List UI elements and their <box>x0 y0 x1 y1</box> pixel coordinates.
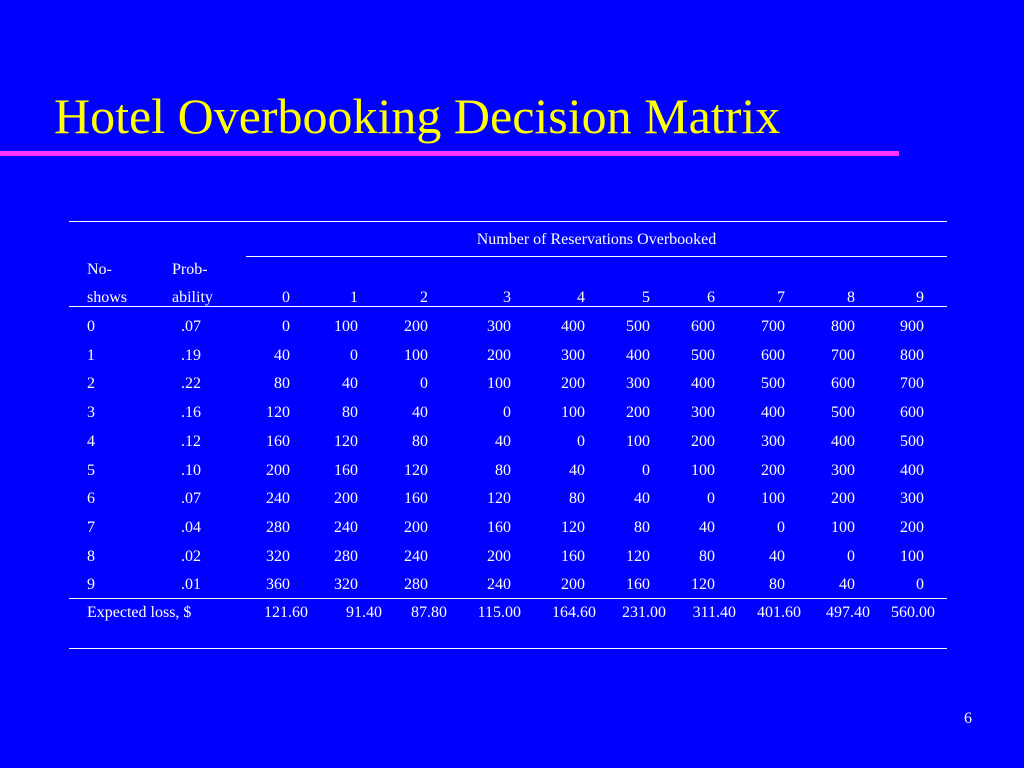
matrix-cell: 100 <box>334 318 358 335</box>
column-header: 4 <box>577 289 585 306</box>
matrix-cell: 0 <box>350 347 358 364</box>
matrix-cell: 160 <box>334 462 358 479</box>
matrix-cell: 80 <box>634 519 650 536</box>
matrix-cell: 200 <box>561 576 585 593</box>
matrix-cell: 800 <box>831 318 855 335</box>
matrix-cell: 800 <box>900 347 924 364</box>
matrix-cell: 0 <box>847 548 855 565</box>
matrix-cell: 0 <box>503 404 511 421</box>
matrix-cell: 80 <box>569 490 585 507</box>
row-noshows: 0 <box>87 318 95 335</box>
row-noshows: 2 <box>87 375 95 392</box>
table-bottom-rule <box>69 648 947 649</box>
header-bottom-rule <box>69 306 947 307</box>
column-header: 3 <box>503 289 511 306</box>
matrix-cell: 120 <box>561 519 585 536</box>
matrix-cell: 300 <box>487 318 511 335</box>
matrix-cell: 400 <box>691 375 715 392</box>
row-noshows: 5 <box>87 462 95 479</box>
noshows-header-line2: shows <box>87 289 128 306</box>
column-header: 6 <box>707 289 715 306</box>
expected-loss-value: 497.40 <box>826 604 870 621</box>
matrix-cell: 100 <box>487 375 511 392</box>
group-header-rule <box>246 256 947 257</box>
matrix-cell: 100 <box>831 519 855 536</box>
matrix-cell: 160 <box>404 490 428 507</box>
matrix-cell: 40 <box>569 462 585 479</box>
expected-loss-value: 401.60 <box>757 604 801 621</box>
matrix-cell: 120 <box>626 548 650 565</box>
column-header: 9 <box>916 289 924 306</box>
matrix-cell: 80 <box>699 548 715 565</box>
matrix-cell: 500 <box>691 347 715 364</box>
matrix-cell: 120 <box>334 433 358 450</box>
matrix-cell: 40 <box>839 576 855 593</box>
matrix-cell: 200 <box>266 462 290 479</box>
matrix-cell: 500 <box>900 433 924 450</box>
matrix-cell: 80 <box>274 375 290 392</box>
matrix-cell: 80 <box>769 576 785 593</box>
matrix-cell: 160 <box>266 433 290 450</box>
matrix-cell: 0 <box>420 375 428 392</box>
matrix-cell: 280 <box>404 576 428 593</box>
matrix-cell: 40 <box>412 404 428 421</box>
matrix-cell: 500 <box>761 375 785 392</box>
matrix-cell: 700 <box>900 375 924 392</box>
row-probability: .01 <box>181 576 201 593</box>
row-probability: .10 <box>181 462 201 479</box>
slide-title: Hotel Overbooking Decision Matrix <box>54 88 781 144</box>
matrix-cell: 120 <box>404 462 428 479</box>
matrix-cell: 0 <box>577 433 585 450</box>
expected-loss-value: 115.00 <box>477 604 521 621</box>
matrix-cell: 240 <box>266 490 290 507</box>
matrix-cell: 0 <box>707 490 715 507</box>
matrix-cell: 0 <box>642 462 650 479</box>
matrix-cell: 240 <box>334 519 358 536</box>
expected-loss-value: 87.80 <box>411 604 447 621</box>
matrix-cell: 200 <box>900 519 924 536</box>
matrix-cell: 280 <box>334 548 358 565</box>
row-noshows: 1 <box>87 347 95 364</box>
column-header: 2 <box>420 289 428 306</box>
matrix-cell: 200 <box>334 490 358 507</box>
column-header: 0 <box>282 289 290 306</box>
matrix-cell: 100 <box>900 548 924 565</box>
matrix-cell: 200 <box>561 375 585 392</box>
matrix-cell: 900 <box>900 318 924 335</box>
matrix-cell: 160 <box>561 548 585 565</box>
expected-loss-value: 91.40 <box>346 604 382 621</box>
body-bottom-rule <box>69 598 947 599</box>
matrix-cell: 200 <box>404 519 428 536</box>
row-probability: .19 <box>181 347 201 364</box>
row-probability: .22 <box>181 375 201 392</box>
row-noshows: 8 <box>87 548 95 565</box>
row-probability: .07 <box>181 490 201 507</box>
matrix-cell: 700 <box>831 347 855 364</box>
matrix-cell: 600 <box>900 404 924 421</box>
expected-loss-value: 231.00 <box>622 604 666 621</box>
expected-loss-value: 164.60 <box>552 604 596 621</box>
matrix-cell: 40 <box>769 548 785 565</box>
expected-loss-value: 121.60 <box>264 604 308 621</box>
matrix-cell: 200 <box>487 347 511 364</box>
matrix-cell: 320 <box>266 548 290 565</box>
matrix-cell: 160 <box>487 519 511 536</box>
matrix-cell: 0 <box>777 519 785 536</box>
matrix-cell: 0 <box>916 576 924 593</box>
row-probability: .02 <box>181 548 201 565</box>
matrix-cell: 500 <box>831 404 855 421</box>
matrix-cell: 0 <box>282 318 290 335</box>
matrix-cell: 400 <box>626 347 650 364</box>
expected-loss-label: Expected loss, $ <box>87 604 192 621</box>
matrix-cell: 360 <box>266 576 290 593</box>
matrix-cell: 300 <box>626 375 650 392</box>
matrix-cell: 40 <box>634 490 650 507</box>
row-noshows: 6 <box>87 490 95 507</box>
matrix-cell: 200 <box>487 548 511 565</box>
column-header: 1 <box>350 289 358 306</box>
matrix-cell: 700 <box>761 318 785 335</box>
row-probability: .16 <box>181 404 201 421</box>
matrix-cell: 100 <box>626 433 650 450</box>
noshows-header-line1: No- <box>87 261 112 278</box>
matrix-cell: 600 <box>691 318 715 335</box>
expected-loss-value: 560.00 <box>891 604 935 621</box>
matrix-cell: 240 <box>487 576 511 593</box>
matrix-cell: 300 <box>900 490 924 507</box>
column-header: 7 <box>777 289 785 306</box>
matrix-cell: 200 <box>404 318 428 335</box>
matrix-cell: 100 <box>561 404 585 421</box>
matrix-cell: 40 <box>495 433 511 450</box>
matrix-cell: 240 <box>404 548 428 565</box>
probability-header-line2: ability <box>172 289 213 306</box>
table-top-rule <box>69 221 947 222</box>
row-noshows: 7 <box>87 519 95 536</box>
matrix-cell: 40 <box>342 375 358 392</box>
probability-header-line1: Prob- <box>172 261 208 278</box>
matrix-cell: 320 <box>334 576 358 593</box>
matrix-cell: 200 <box>691 433 715 450</box>
matrix-cell: 100 <box>691 462 715 479</box>
matrix-cell: 500 <box>626 318 650 335</box>
row-probability: .12 <box>181 433 201 450</box>
matrix-cell: 80 <box>495 462 511 479</box>
column-header: 5 <box>642 289 650 306</box>
row-probability: .07 <box>181 318 201 335</box>
matrix-cell: 80 <box>412 433 428 450</box>
matrix-cell: 100 <box>761 490 785 507</box>
matrix-cell: 200 <box>831 490 855 507</box>
matrix-cell: 100 <box>404 347 428 364</box>
matrix-cell: 300 <box>691 404 715 421</box>
matrix-cell: 400 <box>831 433 855 450</box>
title-underline <box>0 151 899 156</box>
matrix-cell: 280 <box>266 519 290 536</box>
matrix-cell: 120 <box>691 576 715 593</box>
matrix-cell: 120 <box>266 404 290 421</box>
matrix-cell: 300 <box>831 462 855 479</box>
matrix-cell: 40 <box>699 519 715 536</box>
matrix-cell: 120 <box>487 490 511 507</box>
matrix-cell: 300 <box>761 433 785 450</box>
matrix-cell: 80 <box>342 404 358 421</box>
matrix-cell: 400 <box>900 462 924 479</box>
matrix-cell: 400 <box>761 404 785 421</box>
matrix-cell: 600 <box>761 347 785 364</box>
row-noshows: 9 <box>87 576 95 593</box>
page-number: 6 <box>964 710 972 727</box>
row-probability: .04 <box>181 519 201 536</box>
column-header: 8 <box>847 289 855 306</box>
matrix-cell: 300 <box>561 347 585 364</box>
matrix-cell: 160 <box>626 576 650 593</box>
row-noshows: 3 <box>87 404 95 421</box>
row-noshows: 4 <box>87 433 95 450</box>
matrix-cell: 40 <box>274 347 290 364</box>
matrix-cell: 200 <box>761 462 785 479</box>
group-header: Number of Reservations Overbooked <box>476 231 717 248</box>
matrix-cell: 600 <box>831 375 855 392</box>
expected-loss-value: 311.40 <box>692 604 736 621</box>
matrix-cell: 400 <box>561 318 585 335</box>
matrix-cell: 200 <box>626 404 650 421</box>
